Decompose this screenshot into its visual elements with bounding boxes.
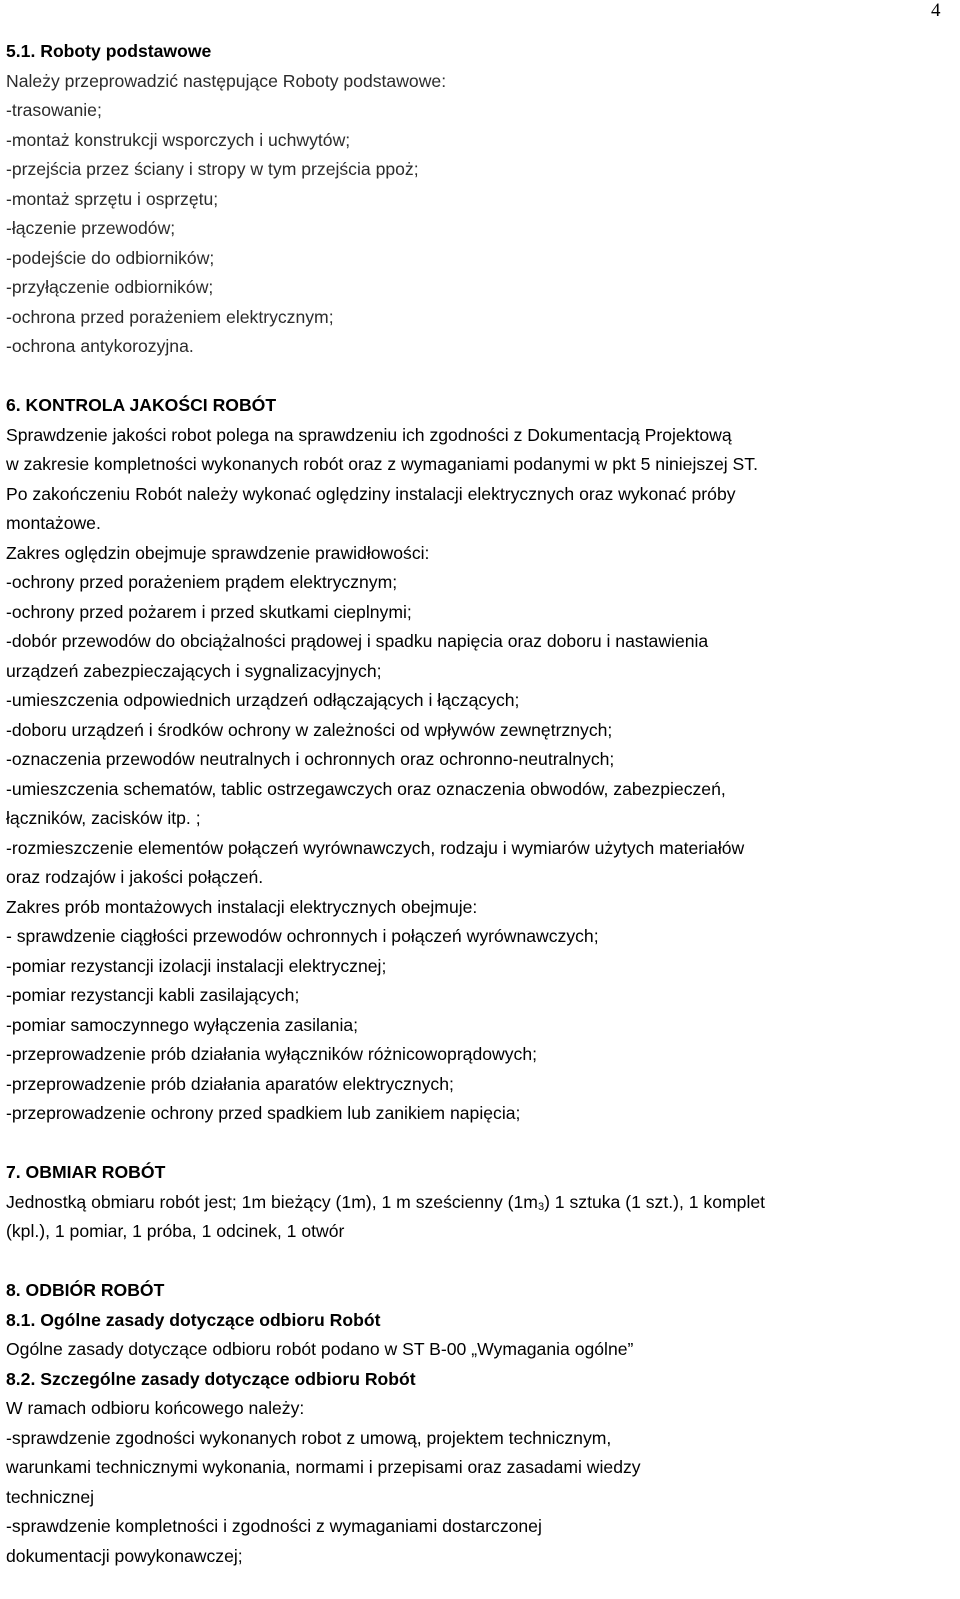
text-line: W ramach odbioru końcowego należy: [6, 1398, 305, 1418]
list-item: -sprawdzenie kompletności i zgodności z wymaganiami dostarczonej [6, 1516, 542, 1536]
list-item: -dobór przewodów do obciążalności prądowej i spadku napięcia oraz doboru i nastawienia [6, 631, 709, 651]
section-title: Szczególne zasady dotyczące odbioru Robót [40, 1368, 416, 1389]
list-item: -pomiar rezystancji kabli zasilających; [6, 985, 300, 1005]
section-title: Ogólne zasady dotyczące odbioru Robót [40, 1309, 381, 1330]
list-item: -montaż konstrukcji wsporczych i uchwytów; [6, 129, 351, 150]
text-line: Sprawdzenie jakości robot polega na sprawdzeniu ich zgodności z Dokumentacją Projektową [6, 424, 732, 445]
list-item: -przejścia przez ściany i stropy w tym przejścia ppoż; [6, 159, 419, 179]
spacer [0, 1129, 956, 1159]
list-item: -rozmieszczenie elementów połączeń wyrównawczych, rodzaju i wymiarów użytych materiałów [6, 837, 745, 858]
list-item: -łączenie przewodów; [6, 218, 176, 238]
list-item: -ochrona przed porażeniem elektrycznym; [6, 306, 334, 327]
page-number: 4 [931, 0, 941, 21]
list-item: -ochrona antykorozyjna. [6, 336, 194, 356]
text-line: montażowe. [6, 513, 101, 533]
list-item: - sprawdzenie ciągłości przewodów ochronnych i połączeń wyrównawczych; [6, 926, 599, 946]
section-8-heading: 8. ODBIÓR ROBÓT [6, 1280, 165, 1300]
text-line [0, 1188, 956, 1218]
list-item: warunkami technicznymi wykonania, normami i przepisami oraz zasadami wiedzy [6, 1457, 641, 1477]
list-item: -ochrony przed porażeniem prądem elektrycznym; [6, 572, 398, 592]
list-item: -montaż sprzętu i osprzętu; [6, 188, 219, 209]
list-item: -sprawdzenie zgodności wykonanych robot z umową, projektem technicznym, [6, 1427, 612, 1448]
document-body [0, 37, 956, 1571]
section-number: 8.1. [6, 1309, 36, 1330]
text-fragment: ) 1 sztuka (1 szt.), 1 komplet [544, 1191, 766, 1212]
list-item: dokumentacji powykonawczej; [6, 1545, 243, 1566]
list-item: -podejście do odbiorników; [6, 247, 215, 268]
section-8-2-heading [0, 1365, 956, 1395]
cubic-subscript: 3 [537, 1200, 545, 1213]
text-line: Zakres prób montażowych instalacji elektrycznych obejmuje: [6, 896, 478, 917]
list-item: -przeprowadzenie prób działania wyłączników różnicowoprądowych; [6, 1044, 538, 1064]
list-item: -trasowanie; [6, 100, 102, 120]
list-item: -pomiar samoczynnego wyłączenia zasilania; [6, 1014, 359, 1035]
list-item: -ochrony przed pożarem i przed skutkami cieplnymi; [6, 601, 412, 622]
list-item: urządzeń zabezpieczających i sygnalizacyjnych; [6, 660, 382, 681]
section-8-1-heading [0, 1306, 956, 1336]
text-line: w zakresie kompletności wykonanych robót oraz z wymaganiami podanymi w pkt 5 niniejszej ST. [6, 454, 758, 474]
section-6-heading: 6. KONTROLA JAKOŚCI ROBÓT [6, 395, 277, 415]
section-7-heading: 7. OBMIAR ROBÓT [6, 1162, 166, 1182]
text-line: (kpl.), 1 pomiar, 1 próba, 1 odcinek, 1 otwór [6, 1221, 345, 1241]
list-item: technicznej [6, 1486, 95, 1507]
list-item: -przeprowadzenie prób działania aparatów elektrycznych; [6, 1073, 454, 1094]
list-item: -oznaczenia przewodów neutralnych i ochronnych oraz ochronno-neutralnych; [6, 749, 615, 769]
list-item: łączników, zacisków itp. ; [6, 808, 201, 828]
list-item: -umieszczenia odpowiednich urządzeń odłączających i łączących; [6, 690, 520, 710]
text-line: Po zakończeniu Robót należy wykonać oględziny instalacji elektrycznych oraz wykonać próby [6, 483, 736, 504]
list-item: -pomiar rezystancji izolacji instalacji elektrycznej; [6, 955, 387, 976]
text-fragment: Jednostką obmiaru robót jest; 1m bieżący (1m), 1 m sześcienny (1m [6, 1191, 538, 1212]
list-item: -doboru urządzeń i środków ochrony w zależności od wpływów zewnętrznych; [6, 719, 613, 740]
spacer [0, 362, 956, 392]
text-line: Zakres oględzin obejmuje sprawdzenie prawidłowości: [6, 542, 430, 563]
text-line: Ogólne zasady dotyczące odbioru robót podano w ST B-00 „Wymagania ogólne” [6, 1339, 634, 1359]
list-item: oraz rodzajów i jakości połączeń. [6, 867, 264, 887]
section-number: 8.2. [6, 1368, 36, 1389]
list-item: -przyłączenie odbiorników; [6, 277, 214, 297]
section-5-1-intro: Należy przeprowadzić następujące Roboty podstawowe: [6, 70, 447, 91]
list-item: -umieszczenia schematów, tablic ostrzegawczych oraz oznaczenia obwodów, zabezpieczeń, [6, 778, 726, 799]
spacer [0, 1247, 956, 1277]
section-5-1-heading: 5.1. Roboty podstawowe [6, 41, 212, 61]
list-item: -przeprowadzenie ochrony przed spadkiem lub zanikiem napięcia; [6, 1103, 521, 1123]
